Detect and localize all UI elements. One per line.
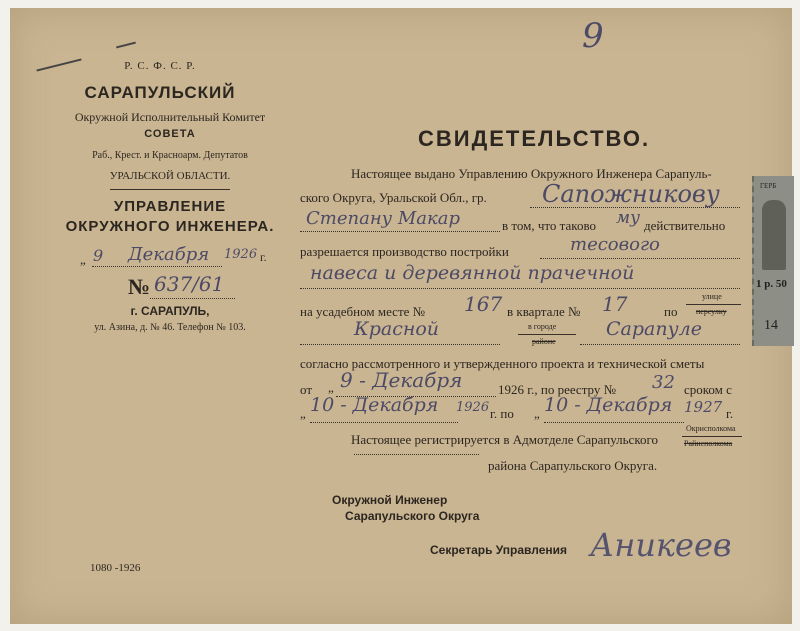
committee-label: Окружной Исполнительный Комитет xyxy=(74,110,266,124)
date-blank-line xyxy=(92,266,222,267)
registry-number: 32 xyxy=(652,372,675,393)
to-open-quote: „ xyxy=(534,406,540,421)
body-line-3: в том, что таково xyxy=(502,218,596,233)
address-label: ул. Азина, д. № 46. Телефон № 103. xyxy=(94,322,246,333)
city-label: г. САРАПУЛЬ, xyxy=(130,304,210,318)
approval-date: 9 - Декабря xyxy=(340,368,463,392)
body-line-12: района Сарапульского Округа. xyxy=(488,458,658,473)
body-line-2: ского Округа, Уральской Обл., гр. xyxy=(300,190,487,205)
plot-number: 167 xyxy=(464,292,503,316)
plot-label: на усадебном месте № xyxy=(300,304,426,319)
body-line-1: Настоящее выдано Управлению Окружного Инженера Сарапуль- xyxy=(351,166,712,181)
revenue-stamp xyxy=(752,176,794,346)
document-sheet xyxy=(10,8,792,624)
street-blank-line xyxy=(300,344,500,345)
approval-open-quote: „ xyxy=(328,380,334,395)
registry-label: 1926 г., по реестру № xyxy=(498,382,617,397)
building-blank-line-2 xyxy=(300,288,740,289)
building-type-1: тесового xyxy=(570,234,660,255)
stamp-top-text: ГЕРБ xyxy=(760,182,777,190)
recipient-names: Степану Макар xyxy=(306,208,461,229)
stamp-label: 14 xyxy=(764,318,778,333)
deputies-label: Раб., Крест. и Красноарм. Депутатов xyxy=(92,150,248,161)
lane-word: переулку xyxy=(696,307,727,316)
raiispolkom-word: Райисполкома xyxy=(684,439,733,448)
city-fraction-line xyxy=(518,334,576,335)
okrispolkom-word: Окрисполкома xyxy=(686,424,736,433)
date-year: 1926 xyxy=(224,247,258,262)
stamp-emblem-icon xyxy=(762,200,786,270)
term-to-label: г. по xyxy=(490,406,514,421)
stamp-value: 1 р. 50 xyxy=(756,278,787,290)
number-blank-line xyxy=(150,298,235,299)
body-line-11: Настоящее регистрируется в Адмотделе Сарапульского xyxy=(351,432,658,447)
street-word: улице xyxy=(702,292,722,301)
page-number: 9 xyxy=(582,16,604,56)
building-type-2: навеса и деревянной прачечной xyxy=(310,262,635,284)
footer-code: 1080 -1926 xyxy=(90,562,141,574)
body-line-3-tail: действительно xyxy=(644,218,726,233)
city-name: Сарапуле xyxy=(606,318,702,340)
outgoing-number: 637/61 xyxy=(154,272,225,296)
district-blank-line xyxy=(354,454,479,455)
secretary-signature: Аникеев xyxy=(590,526,732,564)
to-year: 1927 xyxy=(684,398,723,416)
to-year-suffix: г. xyxy=(726,406,734,421)
engineer-title-1: Окружной Инженер xyxy=(332,493,448,507)
header-divider xyxy=(110,189,230,190)
date-day: 9 xyxy=(93,246,104,265)
soveta-label: СОВЕТА xyxy=(144,128,196,140)
from-year: 1926 xyxy=(456,400,490,415)
date-open-quote: „ xyxy=(80,252,86,267)
from-blank-line xyxy=(310,422,458,423)
pronoun-ending: му xyxy=(616,208,640,228)
engineer-title-2: Сарапульского Округа xyxy=(345,509,480,523)
date-month: Декабря xyxy=(128,244,210,265)
rsfsr-label: Р. С. Ф. С. Р. xyxy=(124,60,196,72)
dept-title-2: ОКРУЖНОГО ИНЖЕНЕРА. xyxy=(65,218,275,235)
block-label: в квартале № xyxy=(507,304,581,319)
in-district-word: районе xyxy=(532,337,556,346)
recipient-surname: Сапожникову xyxy=(542,180,720,208)
dept-title-1: УПРАВЛЕНИЕ xyxy=(113,198,227,215)
from-open-quote: „ xyxy=(300,406,306,421)
from-date: 10 - Декабря xyxy=(310,394,439,416)
region-label: УРАЛЬСКОЙ ОБЛАСТИ. xyxy=(109,170,231,182)
number-prefix: № xyxy=(128,274,151,299)
city-title: САРАПУЛЬСКИЙ xyxy=(84,83,236,102)
street-fraction-line xyxy=(686,304,741,305)
street-name: Красной xyxy=(354,318,440,340)
term-from-label: сроком с xyxy=(684,382,732,397)
ispolkom-fraction-line xyxy=(682,436,742,437)
pencil-mark xyxy=(36,58,81,71)
pencil-mark-2 xyxy=(116,42,136,49)
names-blank-line xyxy=(300,231,500,232)
building-blank-line-1 xyxy=(540,258,740,259)
secretary-title: Секретарь Управления xyxy=(430,543,568,557)
date-suffix: г. xyxy=(260,250,267,264)
city-blank-line xyxy=(580,344,740,345)
certificate-title: СВИДЕТЕЛЬСТВО. xyxy=(418,126,651,151)
to-date: 10 - Декабря xyxy=(544,394,673,416)
to-blank-line xyxy=(544,422,684,423)
block-number: 17 xyxy=(602,292,628,316)
body-line-8: согласно рассмотренного и утвержденного проекта и технической сметы xyxy=(300,356,705,371)
street-preposition: по xyxy=(664,304,678,319)
in-city-word: в городе xyxy=(528,322,557,331)
approval-from-label: от xyxy=(300,382,313,397)
body-line-4: разрешается производство постройки xyxy=(300,244,509,259)
